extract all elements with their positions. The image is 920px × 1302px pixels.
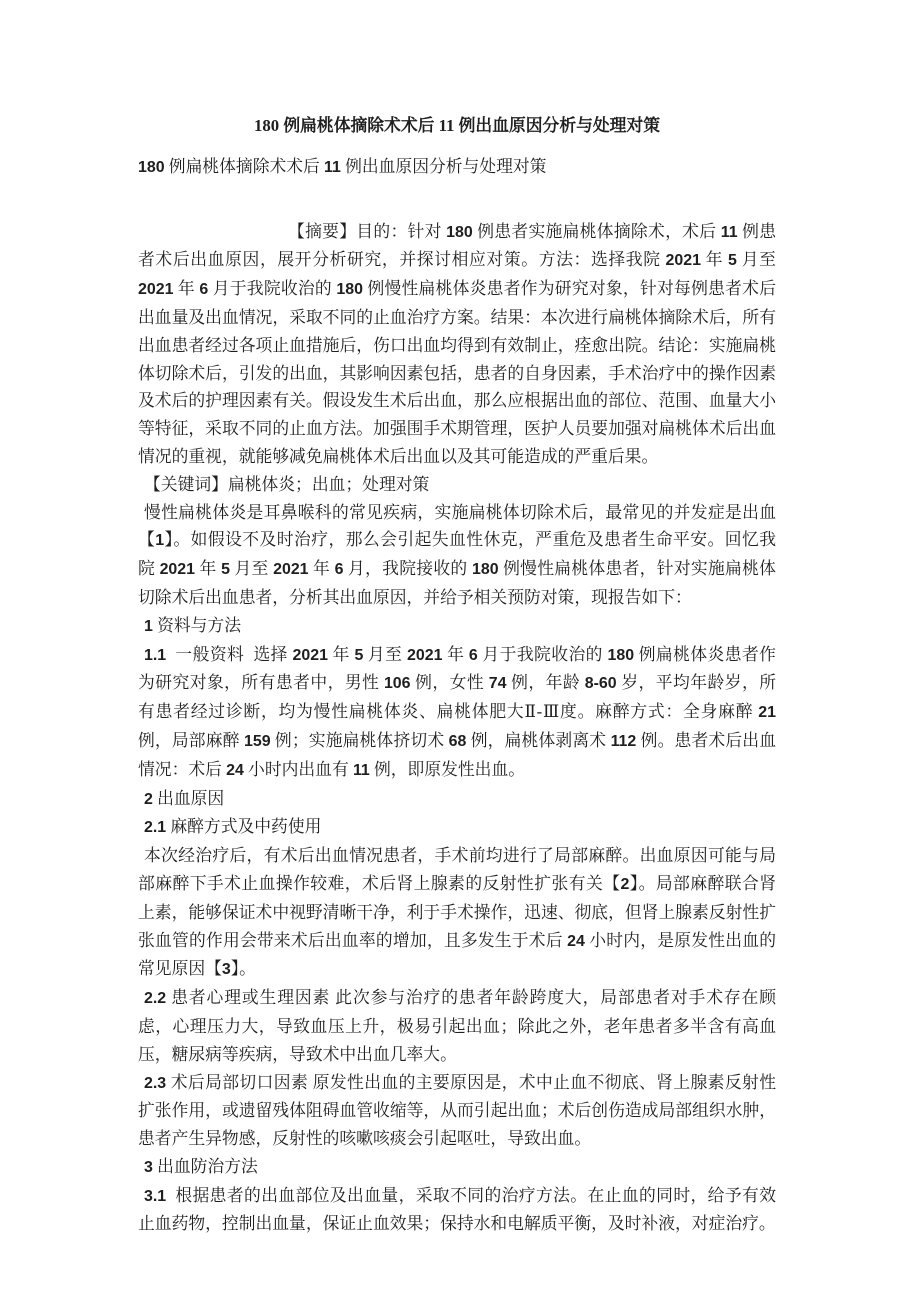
section-3-1-paragraph: 3.1 根据患者的出血部位及出血量，采取不同的治疗方法。在止血的同时，给予有效止血药物，控制出血量，保证止血效果；保持水和电解质平衡，及时补液，对症治疗。 <box>138 1185 776 1234</box>
section-1-heading: 1 资料与方法 <box>144 615 241 635</box>
section-3-heading: 3 出血防治方法 <box>144 1156 258 1176</box>
section-2-heading: 2 出血原因 <box>144 788 225 808</box>
keywords-paragraph: 【关键词】扁桃体炎；出血；处理对策 <box>144 474 430 494</box>
document-title-repeat: 180 例扁桃体摘除术术后 11 例出血原因分析与处理对策 <box>138 156 547 176</box>
section-2-1-heading: 2.1 麻醉方式及中药使用 <box>144 817 322 837</box>
section-2-2-paragraph: 2.2 患者心理或生理因素 此次参与治疗的患者年龄跨度大，局部患者对手术存在顾虑，心理压力大，导致血压上升，极易引起出血；除此之外，老年患者多半含有高血压，糖尿病等疾病，导致术中出血几率大。 <box>138 988 776 1064</box>
document-title-centered: 180 例扁桃体摘除术术后 11 例出血原因分析与处理对策 <box>253 116 661 135</box>
section-2-1-paragraph: 本次经治疗后，有术后出血情况患者，手术前均进行了局部麻醉。出血原因可能与局部麻醉下手术止血操作较难，术后肾上腺素的反射性扩张有关【2】。局部麻醉联合肾上素，能够保证术中视野清晰干净，利于手术操作，迅速、彻底，但肾上腺素反射性扩张血管的作用会带来术后出血率的增加，且多发生于术后 24 小时内，是原发性出血的常见原因【3】。 <box>138 846 776 979</box>
intro-paragraph: 慢性扁桃体炎是耳鼻喉科的常见疾病，实施扁桃体切除术后，最常见的并发症是出血【1】。如假设不及时治疗，那么会引起失血性休克，严重危及患者生命平安。回忆我院 2021 年 5 月至 2021 年 6 月，我院接收的 180 例慢性扁桃体患者，针对实施扁桃体切除术后出血患者，分析其出血原因，并给予相关预防对策，现报告如下： <box>138 502 776 607</box>
section-1-1-paragraph: 1.1 一般资料 选择 2021 年 5 月至 2021 年 6 月于我院收治的 180 例扁桃体炎患者作为研究对象，所有患者中，男性 106 例，女性 74 例，年龄 8-60 岁，平均年龄岁，所有患者经过诊断，均为慢性扁桃体炎、扁桃体肥大Ⅱ-Ⅲ度。麻醉方式：全身麻醉 21 例，局部麻醉 159 例；实施扁桃体挤切术 68 例，扁桃体剥离术 112 例。患者术后出血情况：术后 24 小时内出血有 11 例，即原发性出血。 <box>138 644 781 779</box>
section-2-3-paragraph: 2.3 术后局部切口因素 原发性出血的主要原因是，术中止血不彻底、肾上腺素反射性扩张作用，或遗留残体阻碍血管收缩等，从而引起出血；术后创伤造成局部组织水肿，患者产生异物感，反射性的咳嗽咳痰会引起呕吐，导致出血。 <box>138 1072 776 1149</box>
abstract-paragraph: 【摘要】目的：针对 180 例患者实施扁桃体摘除术，术后 11 例患者术后出血原因，展开分析研究，并探讨相应对策。方法：选择我院 2021 年 5 月至 2021 年 6 月于我院收治的 180 例慢性扁桃体炎患者作为研究对象，针对每例患者术后出血量及出血情况，采取不同的止血治疗方案。结果：本次进行扁桃体摘除术后，所有出血患者经过各项止血措施后，伤口出血均得到有效制止，痊愈出院。结论：实施扁桃体切除术后，引发的出血，其影响因素包括，患者的自身因素，手术治疗中的操作因素及术后的护理因素有关。假设发生术后出血，那么应根据出血的部位、范围、血量大小等特征，采取不同的止血方法。加强围手术期管理，医护人员要加强对扁桃体术后出血情况的重视，就能够减免扁桃体术后出血以及其可能造成的严重后果。 <box>138 221 781 466</box>
